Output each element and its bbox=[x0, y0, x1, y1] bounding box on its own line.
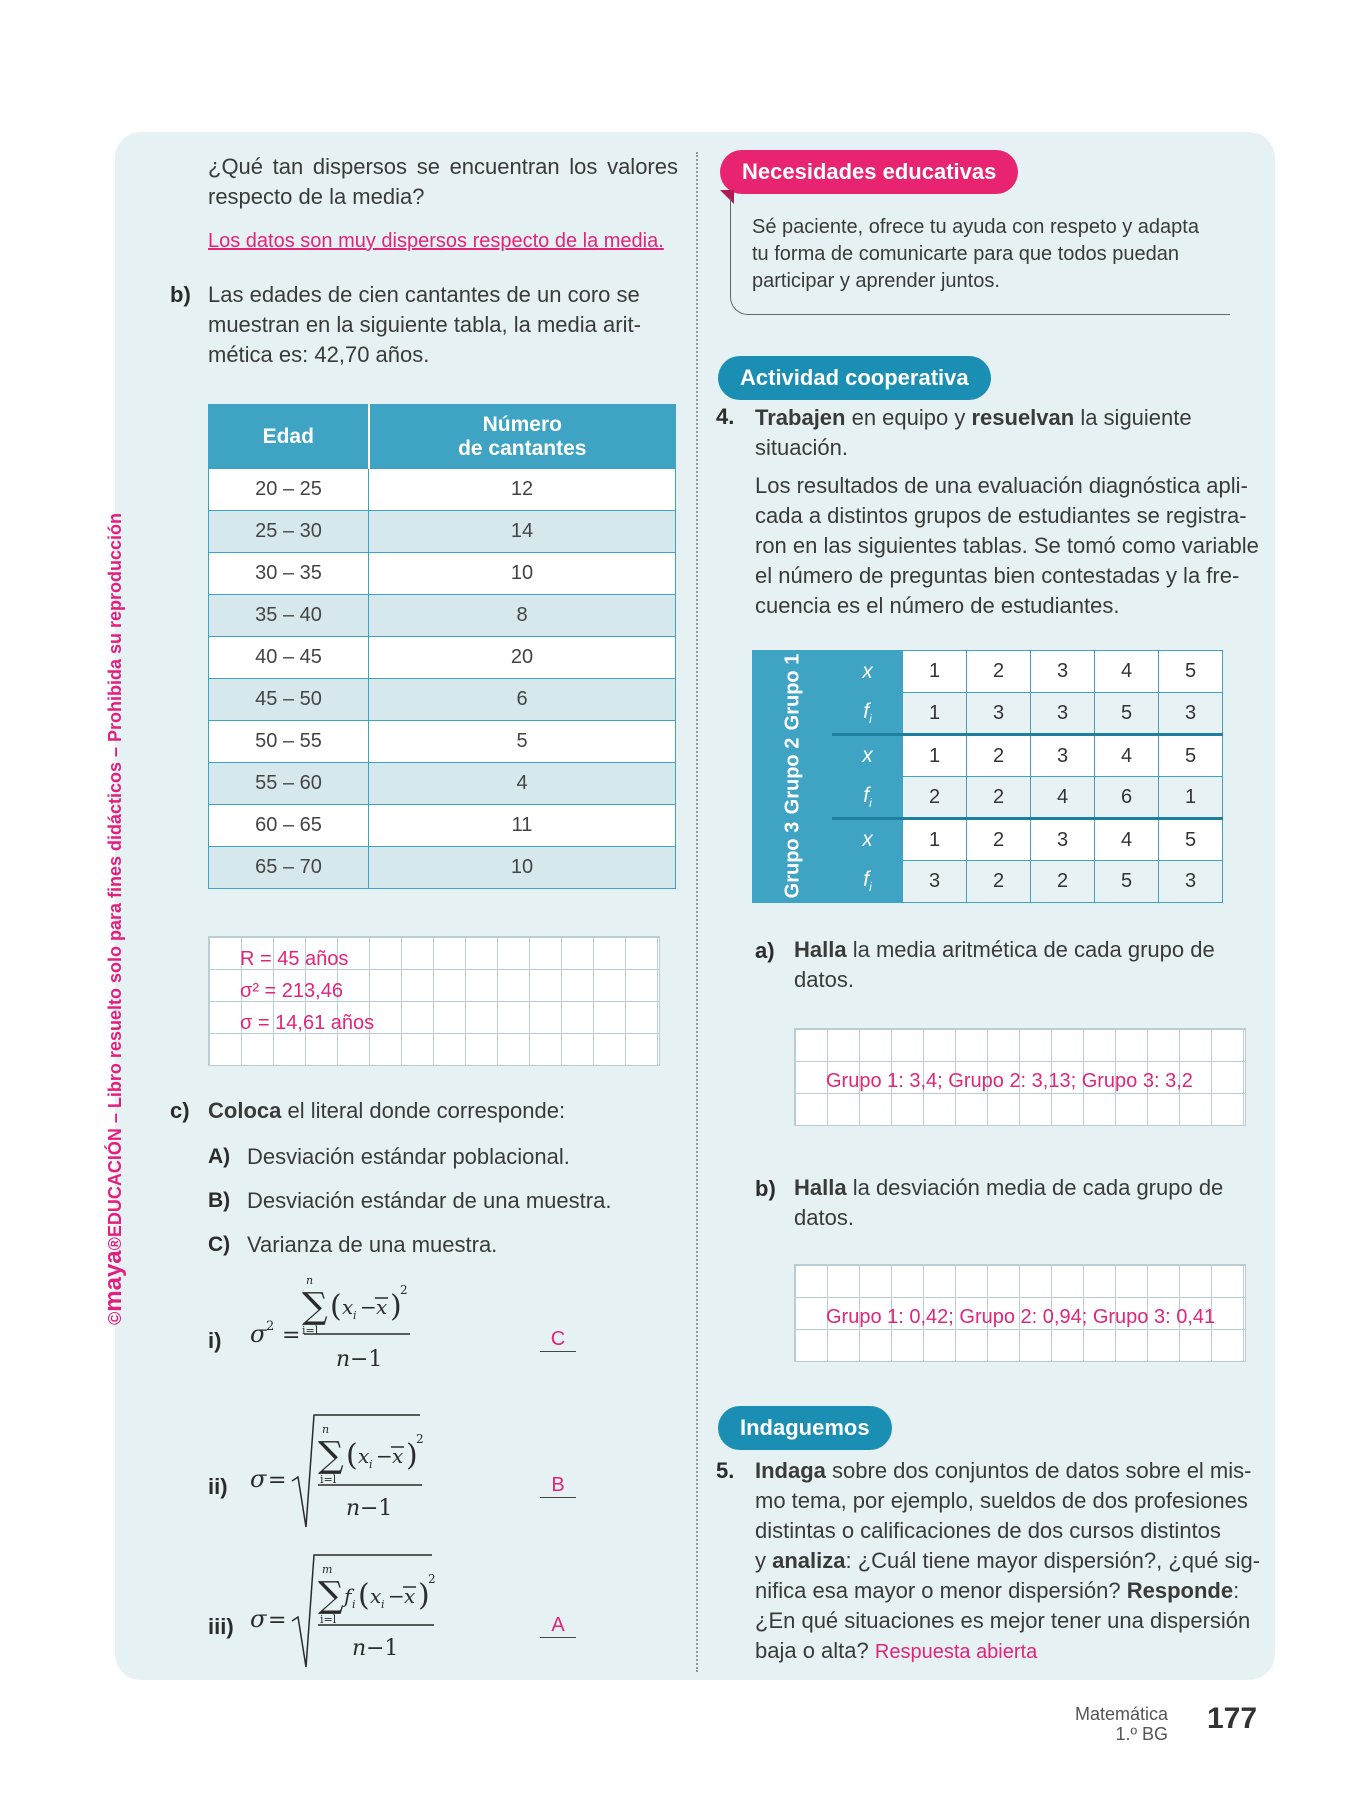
group-1-x-row: Grupo 1 x 1 2 3 4 5 bbox=[753, 651, 1223, 693]
svg-text:(: ( bbox=[330, 1289, 342, 1324]
svg-text:=: = bbox=[268, 1468, 287, 1493]
formula-i-answer: C bbox=[540, 1328, 576, 1352]
svg-text:i=l: i=l bbox=[320, 1613, 337, 1626]
option-b-letter: B) bbox=[208, 1189, 231, 1212]
column-divider bbox=[696, 152, 698, 1672]
option-c-text: Varianza de una muestra. bbox=[247, 1232, 498, 1257]
svg-text:): ) bbox=[418, 1578, 430, 1613]
answer-dispersion: Los datos son muy dispersos respecto de la media. bbox=[208, 230, 664, 252]
svg-text:x: x bbox=[404, 1584, 416, 1608]
formula-sample-variance bbox=[240, 1272, 420, 1382]
svg-text:n: n bbox=[352, 1636, 367, 1661]
svg-text:−1: −1 bbox=[366, 1636, 399, 1661]
brand-logo: maya bbox=[100, 1250, 127, 1312]
q4-para-2: cada a distintos grupos de estudiantes se registra- bbox=[755, 503, 1247, 528]
q5-line-5: nifica esa mayor o menor dispersión? Responde: bbox=[755, 1578, 1240, 1603]
q5-line-4: y analiza: ¿Cuál tiene mayor dispersión?, ¿qué sig- bbox=[755, 1548, 1261, 1573]
necesidades-line-1: Sé paciente, ofrece tu ayuda con respeto y adapta bbox=[752, 216, 1199, 238]
copyright-symbol: © bbox=[105, 1311, 125, 1325]
item-b2-line-2: datos. bbox=[794, 1205, 854, 1230]
svg-text:=: = bbox=[282, 1323, 301, 1348]
formula-iii-answer: A bbox=[540, 1614, 576, 1638]
q4-para-1: Los resultados de una evaluación diagnóstica apli- bbox=[755, 473, 1248, 498]
formula-population-stddev bbox=[240, 1545, 450, 1675]
item-c-label: c) bbox=[170, 1098, 190, 1123]
q5-line-2: mo tema, por ejemplo, sueldos de dos profesiones bbox=[755, 1488, 1248, 1513]
item-b-label: b) bbox=[170, 282, 191, 307]
header-count: Número de cantantes bbox=[369, 405, 676, 469]
table-row: 20 – 25 12 bbox=[209, 469, 676, 511]
table-row: 45 – 50 6 bbox=[209, 679, 676, 721]
svg-text:−: − bbox=[376, 1444, 393, 1468]
side-copyright-note bbox=[100, 513, 128, 1325]
table-row: 30 – 35 10 bbox=[209, 553, 676, 595]
svg-text:i: i bbox=[381, 1598, 385, 1611]
q4-line-2: situación. bbox=[755, 435, 848, 460]
tag-indaguemos: Indaguemos bbox=[718, 1406, 892, 1450]
formula-ii-label: ii) bbox=[208, 1474, 228, 1499]
svg-text:2: 2 bbox=[416, 1432, 424, 1446]
item-b2-line-1: Halla la desviación media de cada grupo de bbox=[794, 1175, 1224, 1200]
svg-text:σ: σ bbox=[250, 1320, 267, 1348]
svg-text:): ) bbox=[390, 1289, 402, 1324]
q5-number: 5. bbox=[716, 1458, 735, 1483]
header-age: Edad bbox=[209, 405, 369, 469]
q4-para-5: cuencia es el número de estudiantes. bbox=[755, 593, 1120, 618]
question-line-2: respecto de la media? bbox=[208, 184, 425, 209]
option-c-letter: C) bbox=[208, 1233, 231, 1256]
item-b-line-1: Las edades de cien cantantes de un coro se bbox=[208, 282, 640, 307]
group-3-header: Grupo 3 bbox=[753, 819, 833, 903]
svg-text:−: − bbox=[388, 1584, 405, 1608]
formula-i-label: i) bbox=[208, 1328, 222, 1353]
grid-answer-range: R = 45 años bbox=[240, 948, 349, 970]
registered-symbol: ® bbox=[105, 1237, 125, 1251]
svg-text:∑: ∑ bbox=[318, 1575, 344, 1616]
svg-text:f: f bbox=[344, 1584, 352, 1608]
group-2-f-row: $f_i$ 2 2 4 6 1 bbox=[753, 777, 1223, 819]
table-row: 65 – 70 10 bbox=[209, 847, 676, 889]
q5-line-6: ¿En qué situaciones es mejor tener una dispersión bbox=[755, 1608, 1251, 1633]
item-a-line-2: datos. bbox=[794, 967, 854, 992]
svg-text:n: n bbox=[346, 1496, 361, 1521]
groups-table bbox=[752, 650, 1223, 903]
formula-ii-answer: B bbox=[540, 1474, 576, 1498]
option-a-letter: A) bbox=[208, 1145, 231, 1168]
svg-text:(: ( bbox=[358, 1578, 370, 1613]
table-row: 50 – 55 5 bbox=[209, 721, 676, 763]
q5-line-3: distintas o calificaciones de dos cursos distintos bbox=[755, 1518, 1221, 1543]
svg-text:σ: σ bbox=[250, 1605, 267, 1633]
svg-text:x: x bbox=[358, 1444, 370, 1468]
ages-table bbox=[208, 404, 676, 889]
svg-text:i=l: i=l bbox=[320, 1473, 337, 1486]
svg-text:2: 2 bbox=[400, 1283, 408, 1297]
svg-text:i: i bbox=[369, 1458, 373, 1471]
svg-text:i: i bbox=[353, 1309, 357, 1322]
svg-text:x: x bbox=[342, 1295, 354, 1319]
item-c-text: Coloca el literal donde corresponde: bbox=[208, 1098, 566, 1123]
group-3-f-row: $f_i$ 3 2 2 5 3 bbox=[753, 861, 1223, 903]
svg-text:∑: ∑ bbox=[318, 1435, 344, 1476]
option-b-text: Desviación estándar de una muestra. bbox=[247, 1188, 612, 1213]
table-row: 60 – 65 11 bbox=[209, 805, 676, 847]
group-2-x-row: Grupo 2 x 1 2 3 4 5 bbox=[753, 735, 1223, 777]
formula-sample-stddev bbox=[240, 1405, 440, 1535]
svg-text:): ) bbox=[406, 1438, 418, 1473]
q4-para-3: ron en las siguientes tablas. Se tomó como variable bbox=[755, 533, 1259, 558]
q4-line-1: Trabajen en equipo y resuelvan la siguiente bbox=[755, 405, 1192, 430]
svg-text:2: 2 bbox=[266, 1319, 275, 1334]
q4-number: 4. bbox=[716, 404, 735, 429]
svg-text:m: m bbox=[322, 1563, 333, 1576]
tag-necesidades-educativas: Necesidades educativas bbox=[720, 150, 1018, 194]
svg-text:(: ( bbox=[346, 1438, 358, 1473]
svg-text:−1: −1 bbox=[360, 1496, 393, 1521]
necesidades-line-3: participar y aprender juntos. bbox=[752, 270, 1000, 292]
footer-subject: Matemática 1.º BG bbox=[1075, 1704, 1169, 1744]
item-b2-label: b) bbox=[755, 1176, 776, 1201]
q5-line-7: baja o alta? Respuesta abierta bbox=[755, 1638, 1038, 1663]
table-row: 35 – 40 8 bbox=[209, 595, 676, 637]
grid-answer-stddev: σ = 14,61 años bbox=[240, 1012, 375, 1034]
table-row: 25 – 30 14 bbox=[209, 511, 676, 553]
q4-para-4: el número de preguntas bien contestadas y la fre- bbox=[755, 563, 1240, 588]
svg-text:−1: −1 bbox=[350, 1347, 383, 1372]
svg-text:i=l: i=l bbox=[302, 1324, 319, 1337]
svg-text:−: − bbox=[360, 1295, 377, 1319]
svg-text:n: n bbox=[336, 1347, 351, 1372]
group-3-x-row: Grupo 3 x 1 2 3 4 5 bbox=[753, 819, 1223, 861]
necesidades-line-2: tu forma de comunicarte para que todos puedan bbox=[752, 243, 1179, 265]
svg-text:n: n bbox=[306, 1274, 314, 1287]
grid-answer-variance: σ² = 213,46 bbox=[240, 980, 343, 1002]
svg-text:2: 2 bbox=[428, 1572, 436, 1586]
q5-line-1: Indaga sobre dos conjuntos de datos sobre el mis- bbox=[755, 1458, 1252, 1483]
page-number: 177 bbox=[1207, 1702, 1258, 1735]
item-b-line-2: muestran en la siguiente tabla, la media arit- bbox=[208, 312, 641, 337]
answer-mean-groups: Grupo 1: 3,4; Grupo 2: 3,13; Grupo 3: 3,2 bbox=[826, 1070, 1193, 1092]
item-a-label: a) bbox=[755, 938, 775, 963]
svg-text:x: x bbox=[370, 1584, 382, 1608]
item-b-line-3: mética es: 42,70 años. bbox=[208, 342, 430, 367]
option-a-text: Desviación estándar poblacional. bbox=[247, 1144, 570, 1169]
svg-text:x: x bbox=[392, 1444, 404, 1468]
item-a-line-1: Halla la media aritmética de cada grupo de bbox=[794, 937, 1215, 962]
answer-mean-deviation: Grupo 1: 0,42; Grupo 2: 0,94; Grupo 3: 0,41 bbox=[826, 1306, 1216, 1328]
formula-iii-label: iii) bbox=[208, 1614, 234, 1639]
group-1-header: Grupo 1 bbox=[753, 651, 833, 735]
copyright-text: EDUCACIÓN – Libro resuelto solo para fines didácticos – Prohibida su reproducción bbox=[105, 512, 125, 1238]
svg-text:=: = bbox=[268, 1608, 287, 1633]
svg-text:σ: σ bbox=[250, 1465, 267, 1493]
svg-text:n: n bbox=[322, 1423, 330, 1436]
table-row: 55 – 60 4 bbox=[209, 763, 676, 805]
table-row: 40 – 45 20 bbox=[209, 637, 676, 679]
svg-text:x: x bbox=[376, 1295, 388, 1319]
question-line-1: ¿Qué tan dispersos se encuentran los valores bbox=[208, 154, 678, 179]
svg-text:i: i bbox=[352, 1598, 356, 1611]
group-2-header: Grupo 2 bbox=[753, 735, 833, 819]
tag-actividad-cooperativa: Actividad cooperativa bbox=[718, 356, 991, 400]
svg-text:∑: ∑ bbox=[302, 1286, 328, 1327]
group-1-f-row: $f_i$ 1 3 3 5 3 bbox=[753, 693, 1223, 735]
